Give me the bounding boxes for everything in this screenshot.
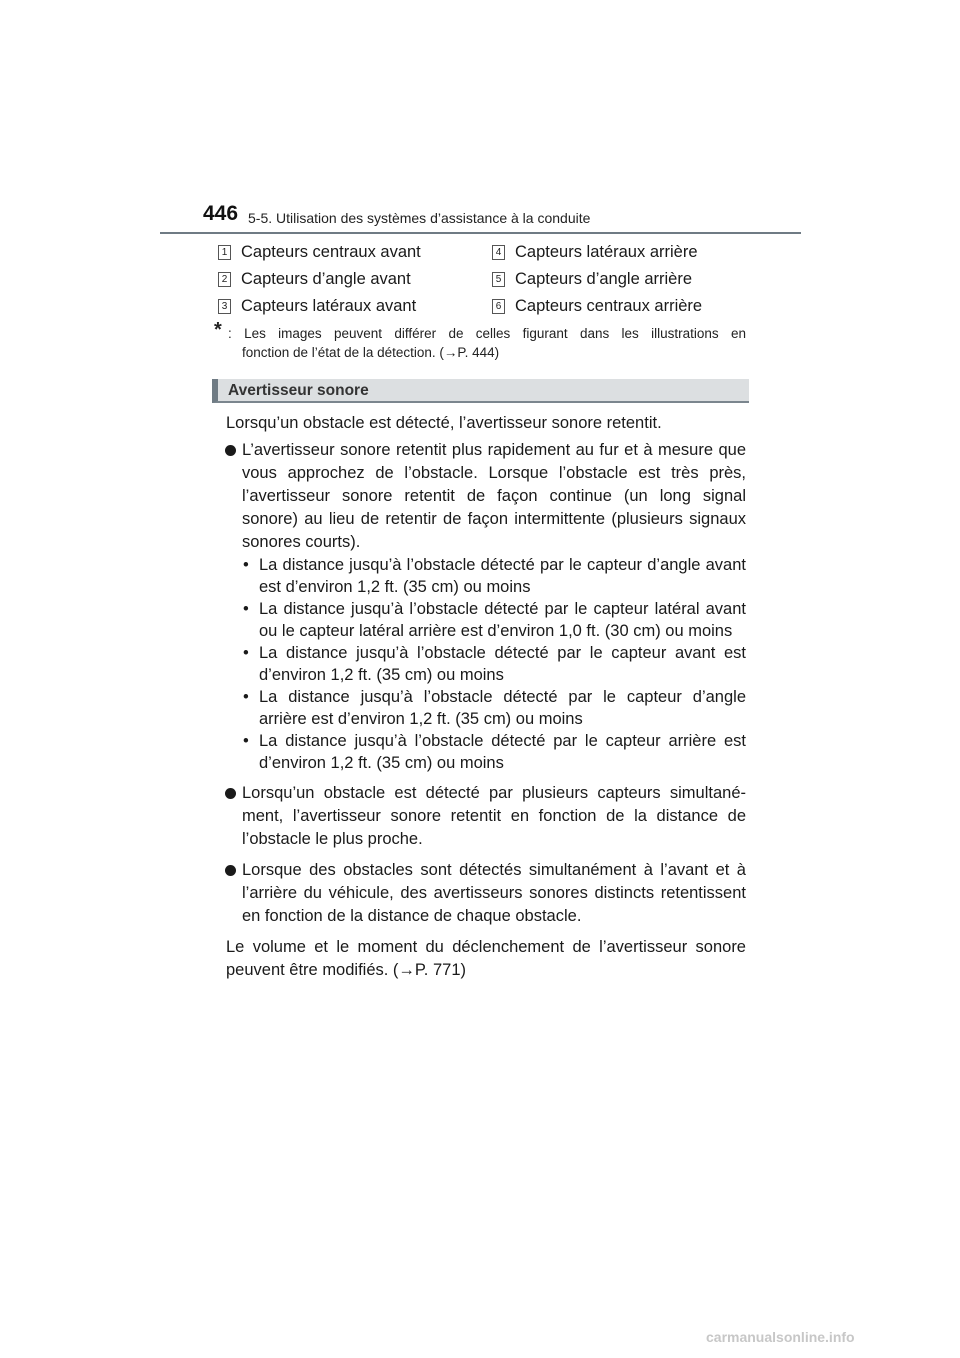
legend-label: Capteurs centraux arrière — [515, 297, 703, 315]
section-body — [226, 412, 746, 999]
legend-label: Capteurs centraux avant — [241, 243, 421, 261]
sub-bullet-mark: • — [243, 644, 249, 662]
legend-item-6 — [492, 297, 702, 316]
bullet-item — [226, 439, 746, 774]
closing-paragraph: Le volume et le moment du déclenchement de l’avertisseur sonore peuvent être modifiés. (→P. 771) — [226, 938, 746, 979]
sub-item-text: La distance jusqu’à l’obstacle détecté par le capteur d’angle avant est d’environ 1,2 ft. (35 cm) ou moins — [259, 556, 746, 596]
sub-item — [226, 554, 746, 598]
legend-label: Capteurs latéraux avant — [241, 297, 417, 315]
legend-item-1 — [218, 243, 421, 262]
legend-number-box: 1 — [218, 245, 231, 260]
sub-bullet-mark: • — [243, 556, 249, 574]
legend-number-box: 2 — [218, 272, 231, 287]
sub-item-text: La distance jusqu’à l’obstacle détecté par le capteur avant est d’environ 1,2 ft. (35 cm) ou moins — [259, 644, 746, 684]
sub-item-text: La distance jusqu’à l’obstacle détecté par le capteur latéral avant ou le capteur latéral arrière est d’environ 1,0 ft. (30 cm) ou moins — [259, 600, 746, 640]
sub-item-text: La distance jusqu’à l’obstacle détecté par le capteur arrière est d’environ 1,2 ft. (35 cm) ou moins — [259, 732, 746, 772]
sub-item — [226, 642, 746, 686]
page-number: 446 — [203, 202, 239, 225]
footnote-line-1: : Les images peuvent différer de celles figurant dans les illustrations en — [228, 326, 746, 341]
legend-label: Capteurs d’angle avant — [241, 270, 411, 288]
bullet-text: Lorsque des obstacles sont détectés simultanément à l’avant et à l’arrière du véhicule, des avertisseurs sonores distincts retentissent en fonction de la distance de chaque obstacle. — [242, 861, 746, 925]
legend-number-box: 5 — [492, 272, 505, 287]
bullet-dot-icon — [225, 445, 236, 456]
sub-item — [226, 730, 746, 774]
legend-item-4 — [492, 243, 698, 262]
bullet-text: Lorsqu’un obstacle est détecté par plusieurs capteurs simultané-ment, l’avertisseur sonore retentit en fonction de la distance de l’obstacle le plus proche. — [242, 784, 746, 848]
legend-label: Capteurs d’angle arrière — [515, 270, 693, 288]
footnote-star: * — [214, 319, 222, 341]
sub-bullet-mark: • — [243, 600, 249, 618]
header-divider — [160, 232, 801, 234]
sub-bullet-mark: • — [243, 732, 249, 750]
bullet-dot-icon — [225, 788, 236, 799]
sub-item-text: La distance jusqu’à l’obstacle détecté par le capteur d’angle arrière est d’environ 1,2 ft. (35 cm) ou moins — [259, 688, 746, 728]
sub-bullet-mark: • — [243, 688, 249, 706]
legend-number-box: 4 — [492, 245, 505, 260]
footnote — [214, 319, 746, 362]
section-heading-bar — [212, 379, 749, 403]
intro-paragraph: Lorsqu’un obstacle est détecté, l’avertisseur sonore retentit. — [226, 414, 662, 432]
legend-item-2 — [218, 270, 411, 289]
sub-item — [226, 686, 746, 730]
legend-label: Capteurs latéraux arrière — [515, 243, 698, 261]
legend-item-3 — [218, 297, 416, 316]
footnote-line-2: fonction de l’état de la détection. (→P. 444) — [242, 345, 500, 360]
legend-number-box: 6 — [492, 299, 505, 314]
legend-number-box: 3 — [218, 299, 231, 314]
section-heading: Avertisseur sonore — [228, 382, 369, 399]
bullet-item — [226, 782, 746, 851]
bullet-dot-icon — [225, 865, 236, 876]
watermark: carmanualsonline.info — [706, 1329, 855, 1345]
legend-item-5 — [492, 270, 692, 289]
sub-list — [226, 554, 746, 774]
bullet-text: L’avertisseur sonore retentit plus rapidement au fur et à mesure que vous approchez de l’obstacle. Lorsque l’obstacle est très près, l’avertisseur sonore retentit de façon continue (un long signal sonore) au lieu de retentir de façon intermittente (plusieurs signaux sonores courts). — [242, 441, 746, 551]
sub-item — [226, 598, 746, 642]
bullet-item — [226, 859, 746, 928]
section-title: 5-5. Utilisation des systèmes d’assistance à la conduite — [248, 210, 591, 226]
